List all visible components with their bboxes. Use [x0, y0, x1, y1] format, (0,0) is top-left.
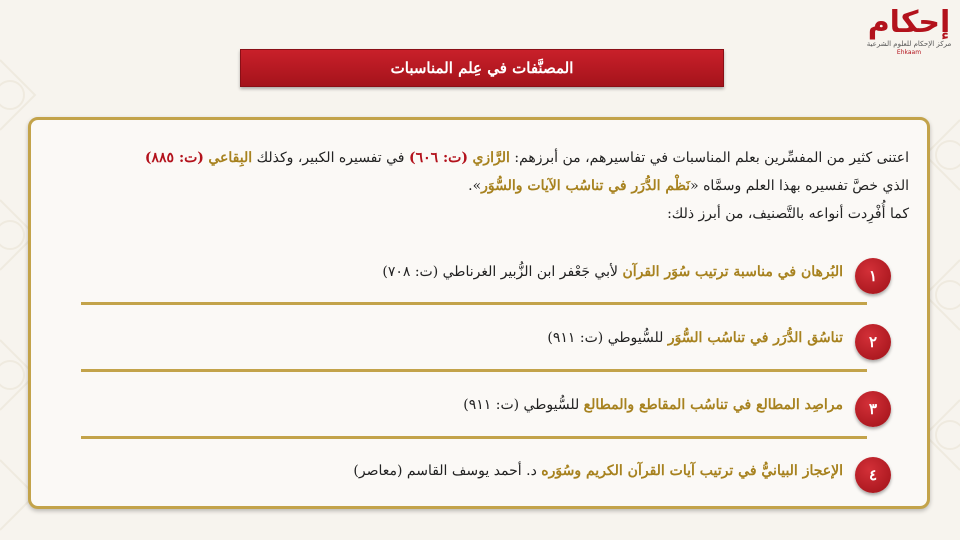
biqai-death-date: (ت: ٨٨٥): [144, 150, 204, 166]
item-number-badge: ٤: [855, 457, 891, 493]
item-text: [547, 330, 843, 346]
item-book-title: الإعجاز البيانيُّ في ترتيب آيات القرآن الكريم وسُوَره: [541, 463, 843, 479]
item-number-badge: ٣: [855, 391, 891, 427]
content-panel: [28, 117, 930, 509]
item-book-title: البُرهان في مناسبة ترتيب سُوَر القرآن: [622, 264, 843, 280]
logo-wordmark: إحكام: [867, 5, 951, 40]
logo-subtitle: مركز الإحكام للعلوم الشرعية: [866, 40, 952, 48]
logo-subtitle-latin: Ehkaam: [896, 49, 922, 56]
item-book-title: مراصِد المطالع في تناسُب المقاطع والمطالع: [583, 397, 843, 413]
list-item: [77, 256, 891, 296]
intro-line-2: [69, 172, 909, 200]
biqai-book-title: نَظْم الدُّرَر في تناسُب الآيات والسُّوَر: [481, 178, 691, 194]
divider: [81, 369, 867, 372]
list-item: [77, 389, 891, 429]
intro-text: اعتنى كثير من المفسِّرين بعلم المناسبات في تفاسيرهم، من أبرزهم:: [509, 150, 909, 166]
item-text: [382, 264, 843, 280]
intro-text: الذي خصَّ تفسيره بهذا العلم وسمَّاه «: [690, 178, 909, 194]
author-biqai: البِقاعي: [208, 150, 253, 166]
intro-paragraph: [69, 144, 909, 228]
intro-line-1: [69, 144, 909, 172]
item-author: للسُّيوطي (ت: ٩١١): [463, 397, 584, 413]
item-text: [353, 463, 843, 479]
intro-line-3: كما أُفْرِدت أنواعه بالتَّصنيف، من أبرز ذلك:: [667, 206, 909, 222]
divider: [81, 302, 867, 305]
logo: [866, 6, 952, 64]
item-number-badge: ٢: [855, 324, 891, 360]
item-author: د. أحمد يوسف القاسم (معاصر): [353, 463, 542, 479]
item-book-title: تناسُق الدُّرَر في تناسُب السُّوَر: [667, 330, 843, 346]
intro-text: ».: [468, 178, 482, 194]
author-razi: الرَّازي: [472, 150, 510, 166]
item-text: [463, 397, 843, 413]
item-author: لأبي جَعْفر ابن الزُّبير الغرناطي (ت: ٧٠٨): [382, 264, 623, 280]
razi-death-date: (ت: ٦٠٦): [408, 150, 468, 166]
item-author: للسُّيوطي (ت: ٩١١): [547, 330, 668, 346]
intro-text: في تفسيره الكبير، وكذلك: [252, 150, 409, 166]
list-item: [77, 322, 891, 362]
list-item: [77, 455, 891, 495]
slide-title: المصنَّفات في عِلم المناسبات: [240, 49, 724, 87]
divider: [81, 436, 867, 439]
item-number-badge: ١: [855, 258, 891, 294]
